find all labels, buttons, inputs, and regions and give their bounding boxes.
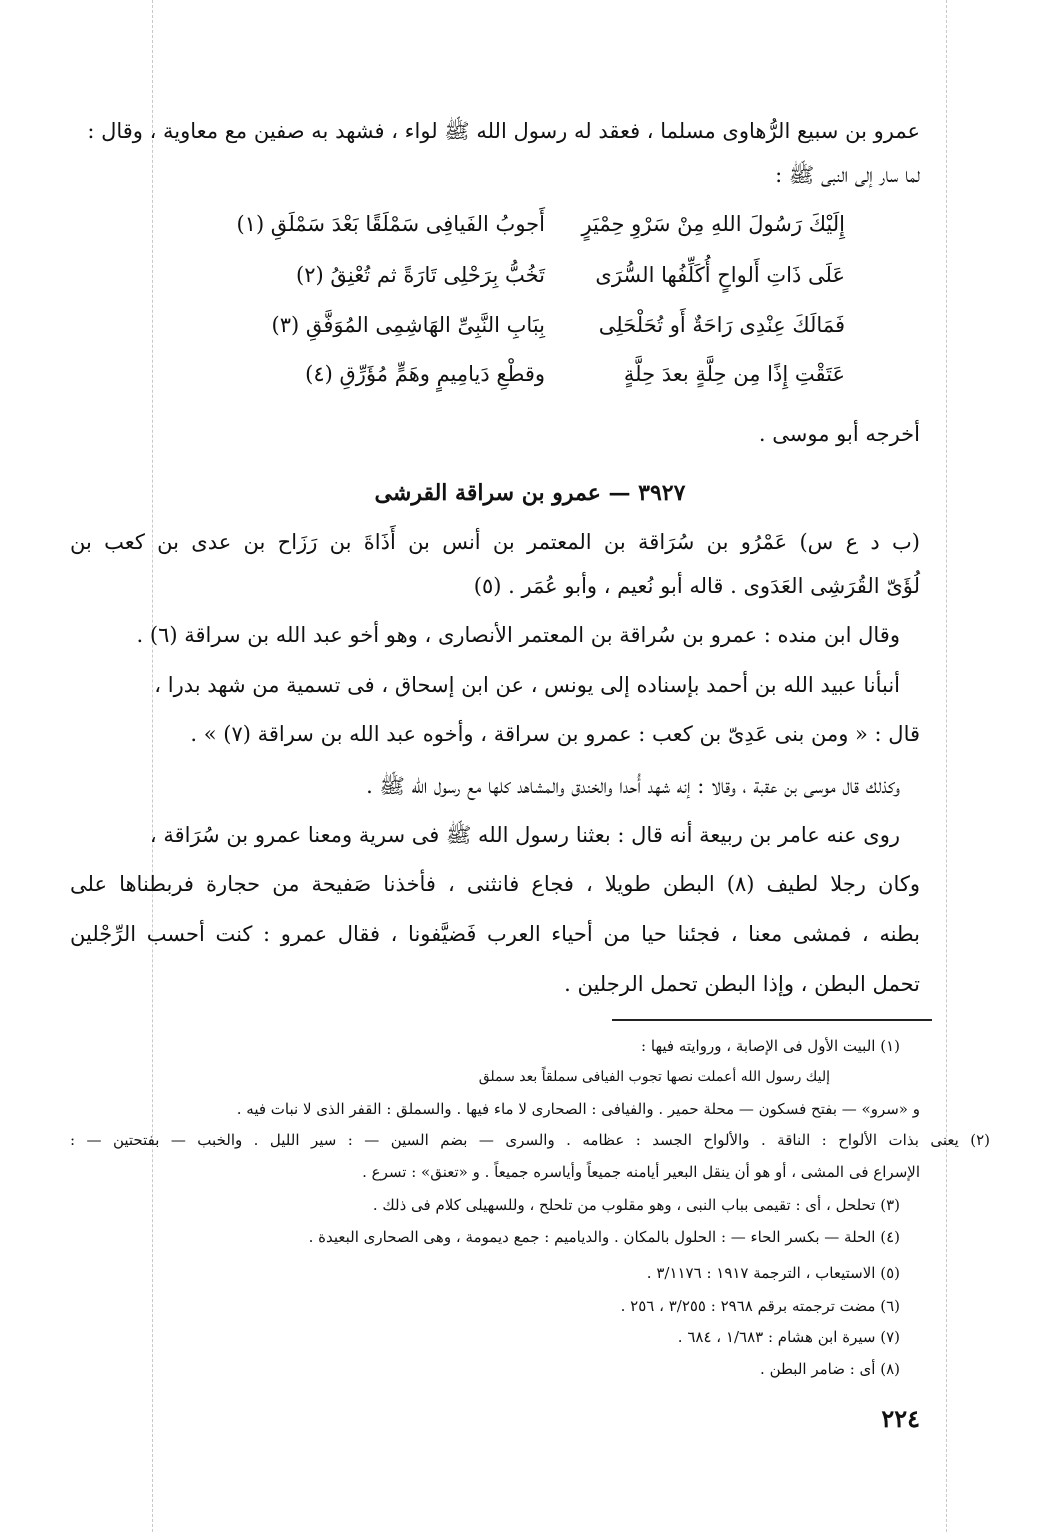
body-line-1: عمرو بن سبيع الرُّهاوى مسلما ، فعقد له رسول الله ﷺ لواء ، فشهد به صفين مع معاوية ، وقال : [87, 119, 920, 143]
footnote-1-verse: إليك رسول الله أعملت نصها تجوب الفيافى سملقاً بعد سملق [478, 1069, 830, 1085]
footnote-1-note: و «سرو» — بفتح فسكون — محلة حمير . والفيافى : الصحارى لا ماء فيها . والسملق : القفر الذى لا نبات فيه . [236, 1100, 920, 1118]
paragraph-line: وكذلك قال موسى بن عقبة ، وقالا : إنه شهد أُحدا والخندق والمشاهد كلها مع رسول الله ﷺ . [366, 774, 900, 798]
verse-hemistich-1: إِلَيْكَ رَسُولَ اللهِ مِنْ سَرْوِ حِمْيَرٍ [581, 212, 845, 236]
paragraph-line: قال : « ومن بنى عَدِىّ بن كعب : عمرو بن سراقة ، وأخوه عبد الله بن سراقة (٧) » . [190, 722, 920, 746]
verse-hemistich-2: تَخُبُّ بِرَحْلِى تَارَةً ثم تُعْنِقُ (٢) [296, 263, 545, 287]
footnote-separator [612, 1019, 932, 1021]
footnote-1: (١) البيت الأول فى الإصابة ، وروايته فيها : [641, 1037, 900, 1055]
verse-hemistich-2: أَجوبُ الفَيافِى سَمْلَقًا بَعْدَ سَمْلَقِ (١) [236, 212, 545, 236]
footnote-7: (٧) سيرة ابن هشام : ١/٦٨٣ ، ٦٨٤ . [677, 1328, 900, 1346]
paragraph-line: بطنه ، فمشى معنا ، فجئنا حيا من أحياء العرب فَضيَّفونا ، فقال عمرو : كنت أحسب الرِّجْلين [70, 922, 920, 946]
verse-hemistich-1: فَمَالَكَ عِنْدِى رَاحَةٌ أَو تُحَلْحَلِى [598, 313, 845, 337]
body-line-2: لما سار إلى النبى ﷺ : [775, 163, 920, 187]
paragraph-line: لُؤَىّ القُرَشِى العَدَوى . قاله أبو نُعيم ، وأبو عُمَر . (٥) [473, 574, 920, 598]
verse-row [205, 362, 845, 402]
page-number: ٢٢٤ [881, 1404, 920, 1433]
paragraph-line: (ب د ع س) عَمْرُو بن سُرَاقة بن المعتمر بن أنس بن أَذَاةَ بن رَزَاح بن عدى بن كعب بن [70, 530, 920, 554]
footnote-8: (٨) أى : ضامر البطن . [760, 1360, 900, 1378]
footnote-5: (٥) الاستيعاب ، الترجمة ١٩١٧ : ٣/١١٧٦ . [646, 1264, 900, 1282]
footnote-3: (٣) تحلحل ، أى : تقيمى بباب النبى ، وهو مقلوب من تلحلح ، وللسهيلى كلام فى ذلك . [372, 1196, 900, 1214]
paragraph-line: وكان رجلا لطيف (٨) البطن طويلا ، فجاع فانثنى ، فأخذنا صَفيحة من حجارة فربطناها على [70, 872, 920, 896]
scan-artifact-line [152, 0, 153, 1532]
footnote-6: (٦) مضت ترجمته برقم ٢٩٦٨ : ٣/٢٥٥ ، ٢٥٦ . [620, 1297, 900, 1315]
entry-heading: ٣٩٢٧ — عمرو بن سراقة القرشى [374, 480, 686, 506]
verse-hemistich-1: عَتَقْتِ إِذًا مِن حِلَّةٍ بعدَ حِلَّةٍ [623, 362, 845, 386]
scan-artifact-line [946, 0, 947, 1532]
attribution-line: أخرجه أبو موسى . [758, 422, 920, 446]
footnote-2a: (٢) يعنى بذات الألواح : الناقة . والألواح الجسد : عظامه . والسرى — بضم السين — : سير الليل . والخبب — بفتحتين — : [70, 1131, 990, 1149]
verse-hemistich-2: بِبَابِ النَّبِىِّ الهَاشِمِى المُوَفَّقِ (٣) [271, 313, 545, 337]
footnote-2b: الإسراع فى المشى ، أو هو أن ينقل البعير أيامنه جميعاً وأياسره جميعاً . و «تعنق» : تسرع . [362, 1163, 920, 1181]
verse-hemistich-1: عَلَى ذَاتِ أَلواحٍ أُكَلِّفُها السُّرَى [595, 263, 845, 287]
paragraph-line: وقال ابن منده : عمرو بن سُراقة بن المعتمر الأنصارى ، وهو أخو عبد الله بن سراقة (٦) . [136, 623, 900, 647]
paragraph-line: أنبأنا عبيد الله بن أحمد بإسناده إلى يونس ، عن ابن إسحاق ، فى تسمية من شهد بدرا ، [154, 673, 900, 697]
paragraph-line: تحمل البطن ، وإذا البطن تحمل الرجلين . [564, 972, 920, 996]
verse-row [205, 212, 845, 252]
verse-row [205, 263, 845, 303]
verse-row [205, 313, 845, 353]
footnote-4: (٤) الحلة — بكسر الحاء — : الحلول بالمكان . والدياميم : جمع ديمومة ، وهى الصحارى البعيدة . [308, 1228, 900, 1246]
verse-hemistich-2: وقطْعِ دَيامِيمٍ وهَمٍّ مُؤَرِّقِ (٤) [305, 362, 545, 386]
paragraph-line: روى عنه عامر بن ربيعة أنه قال : بعثنا رسول الله ﷺ فى سرية ومعنا عمرو بن سُرَاقة ، [149, 823, 900, 847]
